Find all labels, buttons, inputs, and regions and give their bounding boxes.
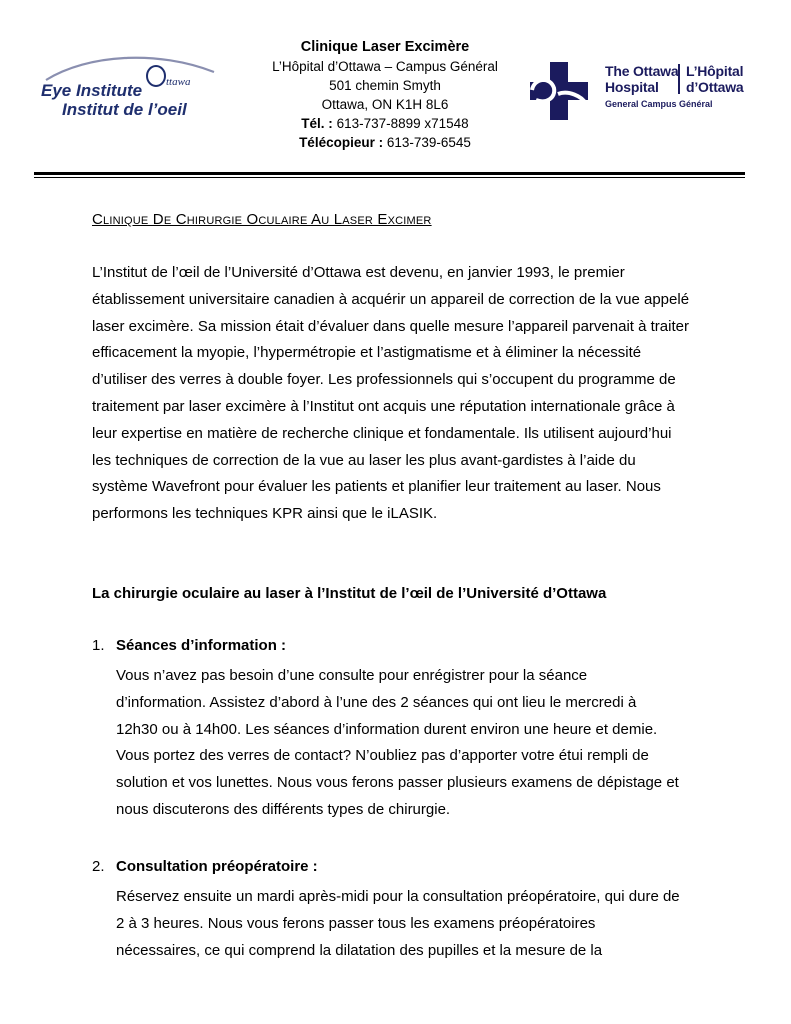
hospital-name-en-line1: The Ottawa [605, 63, 679, 79]
ottawa-hospital-logo [528, 60, 758, 122]
hospital-name-en-line2: Hospital [605, 79, 659, 95]
section-subheading: La chirurgie oculaire au laser à l’Institut de l’œil de l’Université d’Ottawa [92, 585, 607, 602]
hospital-name-fr-line2: d’Ottawa [686, 79, 744, 95]
fax-number: 613-739-6545 [383, 135, 471, 150]
hospital-name-fr [686, 63, 744, 95]
phone-line [245, 114, 525, 133]
campus-label: General Campus Général [605, 99, 713, 109]
logo-line-fr: Institut de l’oeil [62, 100, 187, 119]
list-item-number: 2. [92, 858, 105, 875]
hospital-cross-icon [528, 60, 590, 122]
logo-divider [678, 64, 680, 94]
fax-label: Télécopieur : [299, 135, 384, 150]
header-divider-thick [34, 172, 745, 175]
list-item-text: Vous n’avez pas besoin d’une consulte pour enrégistrer pour la séance d’information. Assistez d’abord à l’une des 2 séances qui ont lieu le mercredi à 12h30 ou à 14h00. Les séances d’information durent environ une heure et demie. Vous portez des verres de contact? N’oubliez pas d’apporter votre étui rempli de solution et vos lunettes. Nous vous ferons passer plusieurs examens de dépistage et nous discuterons des différents types de chirurgie. [116, 667, 679, 818]
header-divider-thin [34, 177, 745, 178]
document-title: Clinique De Chirurgie Oculaire Au Laser Excimer [92, 211, 432, 228]
street-address: 501 chemin Smyth [329, 78, 441, 93]
intro-paragraph: L’Institut de l’œil de l’Université d’Ottawa est devenu, en janvier 1993, le premier établissement universitaire canadien à acquérir un appareil de correction de la vue appelé laser excimère. Sa mission était d’évaluer dans quelle mesure l’appareil parvenait à traiter efficacement la myopie, l’hypermétropie et l’astigmatisme et à éliminer la nécessité d’utiliser des verres à double foyer. Les professionnels qui s’occupent du programme de traitement par laser excimère à l’Institut ont acquis une réputation internationale grâce à leur expertise en matière de recherche clinique et fondamentale. Ils utilisent aujourd’hui les techniques de correction de la vue au laser les plus avant-gardistes à l’aide du système Wavefront pour évaluer les patients et planifier leur traitement au laser. Nous performons les techniques KPR ainsi que le iLASIK. [92, 264, 690, 523]
clinic-title: Clinique Laser Excimère [300, 39, 470, 55]
list-item-label: Séances d’information : [116, 637, 287, 654]
eye-institute-logo [38, 52, 218, 124]
hospital-name-fr-line1: L’Hôpital [686, 63, 744, 79]
phone-number: 613-737-8899 x71548 [332, 116, 469, 131]
hospital-line: L’Hôpital d’Ottawa – Campus Général [272, 59, 498, 74]
phone-label: Tél. : [301, 116, 333, 131]
hospital-name-en [605, 63, 678, 95]
list-item-number: 1. [92, 637, 105, 654]
logo-ottawa-word: ttawa [166, 76, 191, 88]
list-item-label: Consultation préopératoire : [116, 858, 318, 875]
clinic-address-block [245, 38, 525, 152]
list-item-text: Réservez ensuite un mardi après-midi pour la consultation préopératoire, qui dure de 2 à 3 heures. Nous vous ferons passer tous les examens préopératoires nécessaires, ce qui comprend la dilatation des pupilles et la mesure de la [116, 888, 680, 959]
logo-line-en: Eye Institute [41, 81, 143, 100]
fax-line [245, 133, 525, 152]
city-address: Ottawa, ON K1H 8L6 [321, 97, 449, 112]
